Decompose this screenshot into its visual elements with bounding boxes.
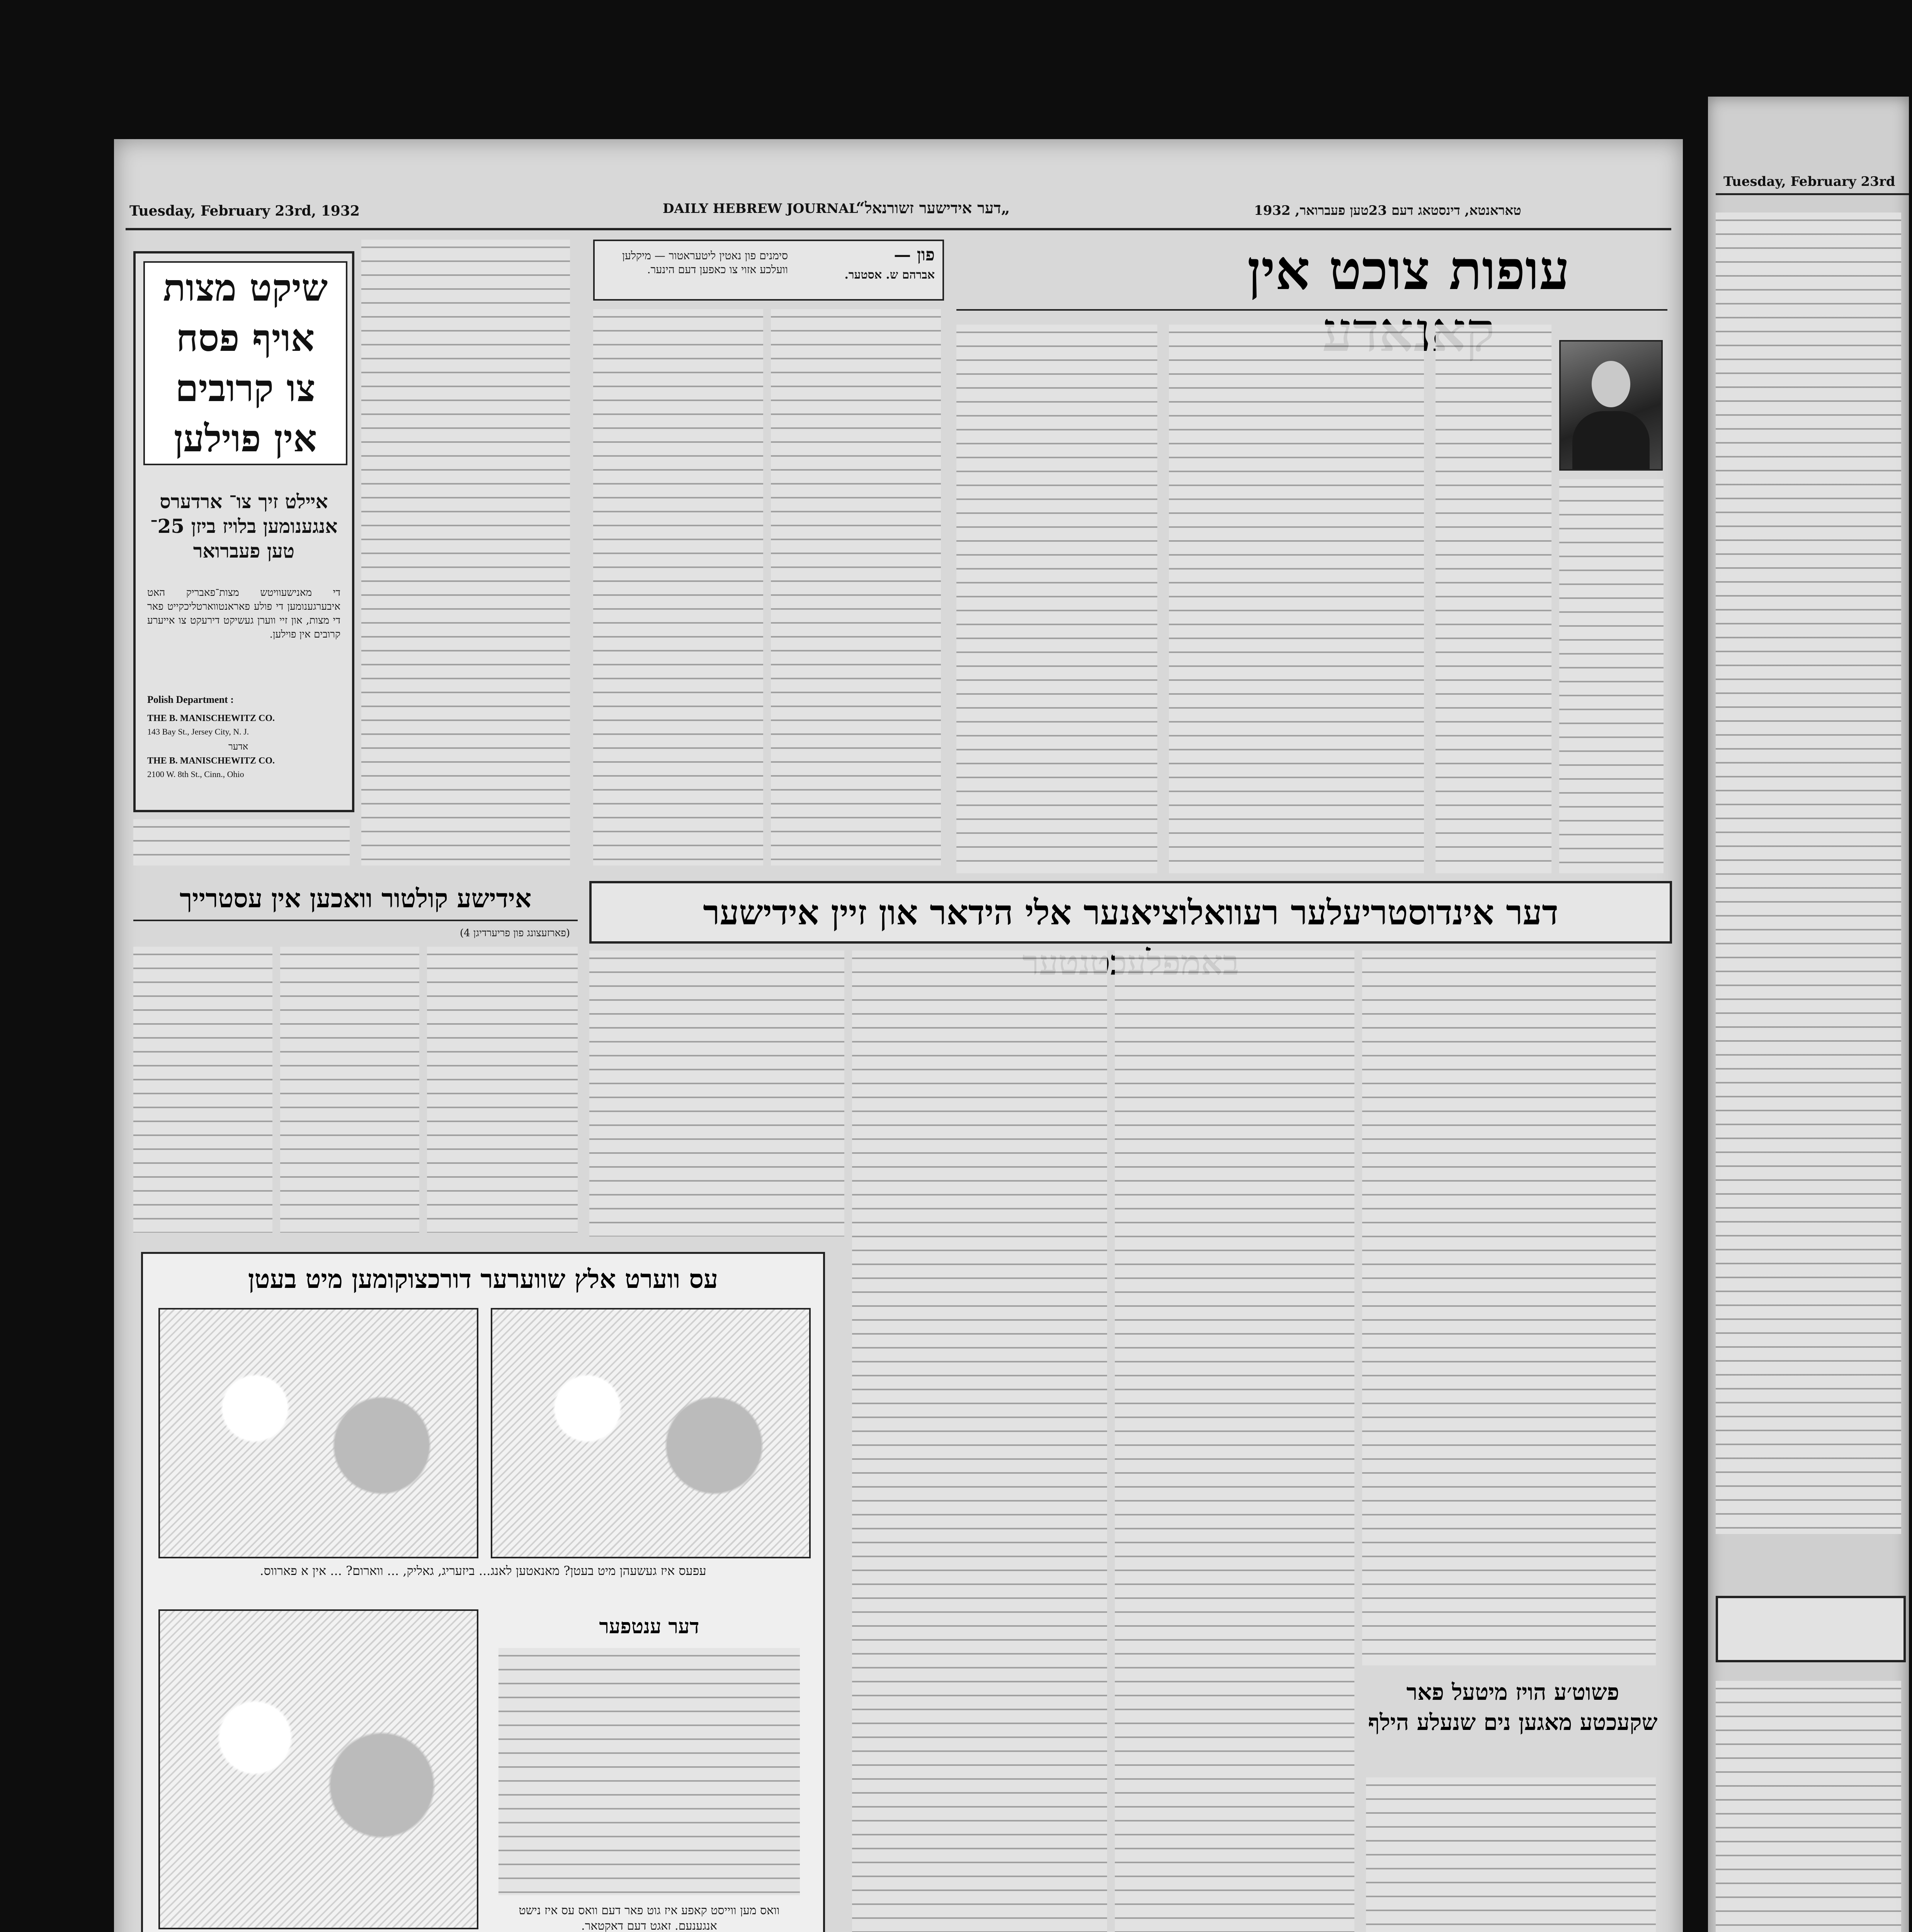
banner-text-3 — [1115, 951, 1354, 1932]
feature-column-subtitle: סימנים פון נאטין ליטעראטור — מיקלען וועלכע אזוי צו כאפען דעם הינער. — [622, 249, 788, 276]
portrait-suit — [1572, 411, 1650, 469]
feature-column-header — [593, 240, 944, 301]
main-story-headline: עופות צוכט אין — [1247, 239, 1570, 302]
matzot-ad-line-4: אין פוילען — [174, 417, 317, 460]
masthead-yiddish: „דער אידישער זשורנאל“ — [856, 199, 1010, 217]
comic-panel-1-left-illustration — [158, 1308, 478, 1558]
comic-panel-2-text — [498, 1648, 800, 1895]
adjacent-text-2 — [1716, 1681, 1901, 1932]
remedy-headline: פשוט׳ע הויז מיטעל פאר שקעכטע מאגען נים שנעלע הילף — [1368, 1679, 1658, 1735]
matzot-ad-box — [133, 251, 354, 812]
matzot-ad-address-2-name: THE B. MANISCHEWITZ CO. — [147, 756, 275, 766]
comic-panel-1-caption: עפעס איז געשעהן מיט בעטן? מאנאטען לאנג... ביזעריג, גאליק, ... ווארום? ... אין א פארווס. — [260, 1563, 706, 1578]
comic-panel-2-title: דער ענטפער — [599, 1615, 699, 1638]
main-story-text-1 — [1436, 325, 1551, 873]
matzot-ad-body: די מאנישעוויטש מצות־פאבריק האט איבערגענומען די פולע פאראנטווארטליכקייט פאר די מצות, און זיי ווערן געשיקט דירעקט צו אייערע קרובים אין פוילען. — [147, 587, 340, 640]
newspaper-page — [114, 139, 1683, 1932]
matzot-ad-line-1: שיקט מצות — [163, 266, 328, 310]
banner-text-4 — [1362, 951, 1656, 1665]
banner-text-1 — [589, 951, 844, 1236]
culture-text-3 — [427, 947, 578, 1233]
matzot-ad-dept: Polish Department : — [147, 694, 234, 705]
matzot-ad-address-2-street: 2100 W. 8th St., Cinn., Ohio — [147, 769, 244, 779]
matzot-ad-line-3: צו קרובים — [175, 366, 316, 410]
comic-ad-headline: עס ווערט אלץ שווערער דורכצוקומען מיט בעטן — [248, 1264, 718, 1294]
date-english: Tuesday, February 23rd, 1932 — [129, 203, 360, 219]
banner-box — [589, 881, 1672, 944]
portrait-photo — [1559, 340, 1663, 471]
comic-panel-1-right-illustration — [491, 1308, 811, 1558]
feature-column-title: פון — — [894, 245, 935, 265]
header-rule — [126, 228, 1671, 230]
matzot-ad-headline-box — [143, 261, 347, 465]
banner-headline: דער אינדוסטריעלער רעוואלוציאנער אלי הידאר און זיין אידישער — [703, 892, 1558, 932]
culture-rule — [133, 920, 578, 921]
feature-column-text-2 — [771, 309, 941, 866]
text-column-under-ad — [133, 819, 350, 866]
culture-headline: אידישע קולטור וואכען אין עסטרייך — [179, 883, 532, 913]
adjacent-date: Tuesday, February 23rd — [1723, 174, 1895, 189]
comic-panel-2-caption: וואס מען ווייסט קאפע איז גוט פאר דעם וואס עס איז נישט אנגענעם. זאגט דעם דאקטאר. — [519, 1904, 780, 1932]
matzot-ad-address-1-name: THE B. MANISCHEWITZ CO. — [147, 713, 275, 723]
portrait-face — [1592, 361, 1630, 407]
text-column-upper-left — [361, 240, 570, 866]
adjacent-page — [1708, 97, 1909, 1932]
matzot-ad-or: אדער — [228, 741, 248, 752]
main-story-text-2 — [1559, 479, 1664, 873]
comic-ad-box — [141, 1252, 825, 1932]
date-yiddish: טאראנטא, דינסטאג דעם 23טען פעברואר, 1932 — [1254, 203, 1521, 218]
culture-text-1 — [133, 947, 272, 1233]
banner-text-2 — [852, 951, 1107, 1932]
matzot-ad-line-2: אויף פסח — [176, 316, 315, 360]
masthead-english: DAILY HEBREW JOURNAL — [663, 201, 858, 216]
adjacent-rule — [1716, 193, 1909, 195]
culture-text-2 — [280, 947, 419, 1233]
feature-column-author: אברהם ש. אסטער. — [844, 268, 935, 282]
main-story-rule — [956, 309, 1667, 311]
main-story-text-3 — [1169, 325, 1424, 873]
matzot-ad-address-1-street: 143 Bay St., Jersey City, N. J. — [147, 727, 249, 736]
main-story-text-4 — [956, 325, 1157, 873]
matzot-ad-subhead: אײלט זיך צו־ ארדערס אנגענומען בלויז ביזן 25־טען פעברואר — [150, 490, 338, 562]
remedy-text — [1366, 1777, 1656, 1932]
feature-column-text-1 — [593, 309, 763, 866]
culture-continuation: (פארזעצונג פון פריערדיגן 4) — [459, 927, 570, 939]
adjacent-box — [1716, 1596, 1906, 1662]
comic-panel-2-illustration — [158, 1609, 478, 1929]
adjacent-text-1 — [1716, 213, 1901, 1534]
